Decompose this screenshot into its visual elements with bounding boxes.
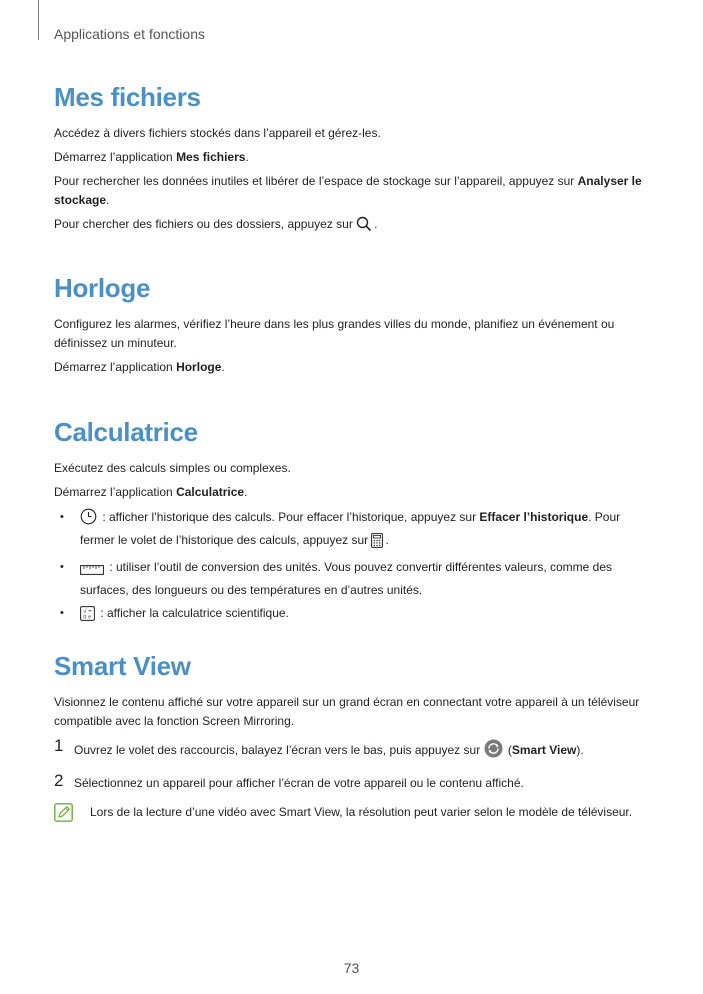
step-number: 2: [54, 771, 64, 790]
svg-text:π: π: [83, 614, 87, 621]
note: Lors de la lecture d’une vidéo avec Smart View, la résolution peut varier selon le modèle de téléviseur.: [54, 803, 654, 822]
paragraph: Démarrez l’application Calculatrice.: [54, 485, 248, 499]
history-clock-icon: [80, 508, 97, 531]
app-name: Calculatrice: [176, 485, 245, 499]
section-smart-view: [54, 651, 654, 822]
list-item: • : afficher l’historique des calculs. Pour effacer l’historique, appuyez sur Effacer l’historique. Pour fermer le volet de l’historique des calculs, appuyez sur .: [54, 508, 654, 554]
paragraph: Pour chercher des fichiers ou des dossiers, appuyez sur .: [54, 215, 654, 238]
margin-rule: [38, 0, 39, 40]
step-number: 1: [54, 736, 64, 755]
app-name: Horloge: [176, 360, 222, 374]
paragraph: Exécutez des calculs simples ou complexes.: [54, 461, 291, 475]
list-item: • : utiliser l’outil de conversion des unités. Vous pouvez convertir différentes valeurs, comme des surfaces, des longueurs ou des températures en d’autres unités.: [54, 558, 654, 600]
paragraph: Configurez les alarmes, vérifiez l’heure dans les plus grandes villes du monde, planifiez un événement ou définissez un minuteur.: [54, 317, 615, 350]
running-header: Applications et fonctions: [54, 26, 205, 42]
paragraph: Démarrez l’application Horloge.: [54, 360, 225, 374]
svg-text:√: • √: [83, 609, 87, 615]
step-list: [54, 736, 654, 793]
section-mes-fichiers: [54, 82, 654, 238]
svg-text:e: e: [88, 614, 92, 621]
page-number: 73: [343, 960, 360, 976]
section-title: Mes fichiers: [54, 82, 201, 112]
section-title: Horloge: [54, 273, 151, 303]
step-item: 2 Sélectionnez un appareil pour afficher l’écran de votre appareil ou le contenu affiché.: [54, 771, 524, 790]
smart-view-icon: [484, 739, 503, 764]
paragraph: Démarrez l’application Mes fichiers.: [54, 150, 249, 164]
section-horloge: [54, 273, 654, 377]
menu-option: Analyser le stockage: [54, 174, 642, 207]
scientific-calculator-icon: [80, 606, 95, 627]
section-title: Calculatrice: [54, 417, 198, 447]
search-icon: [356, 216, 372, 238]
list-item: • √ π e : afficher la calculatrice scientifique.: [54, 604, 654, 627]
paragraph: Pour rechercher les données inutiles et libérer de l’espace de stockage sur l’appareil, appuyez sur Analyser le stockage.: [54, 174, 642, 207]
keypad-icon: [371, 533, 383, 554]
menu-option: Effacer l’historique: [479, 510, 589, 524]
ruler-icon: [80, 562, 104, 581]
step-item: 1 Ouvrez le volet des raccourcis, balayez l’écran vers le bas, puis appuyez sur (Smart View).: [54, 739, 654, 764]
paragraph: Visionnez le contenu affiché sur votre appareil sur un grand écran en connectant votre appareil à un téléviseur compatible avec la fonction Screen Mirroring.: [54, 695, 640, 728]
app-name: Mes fichiers: [176, 150, 246, 164]
section-calculatrice: [54, 417, 654, 631]
section-title: Smart View: [54, 651, 191, 681]
menu-option: Smart View: [511, 743, 577, 757]
note-pencil-icon: [54, 803, 73, 828]
paragraph: Accédez à divers fichiers stockés dans l’appareil et gérez-les.: [54, 126, 381, 140]
feature-list: [54, 508, 654, 627]
